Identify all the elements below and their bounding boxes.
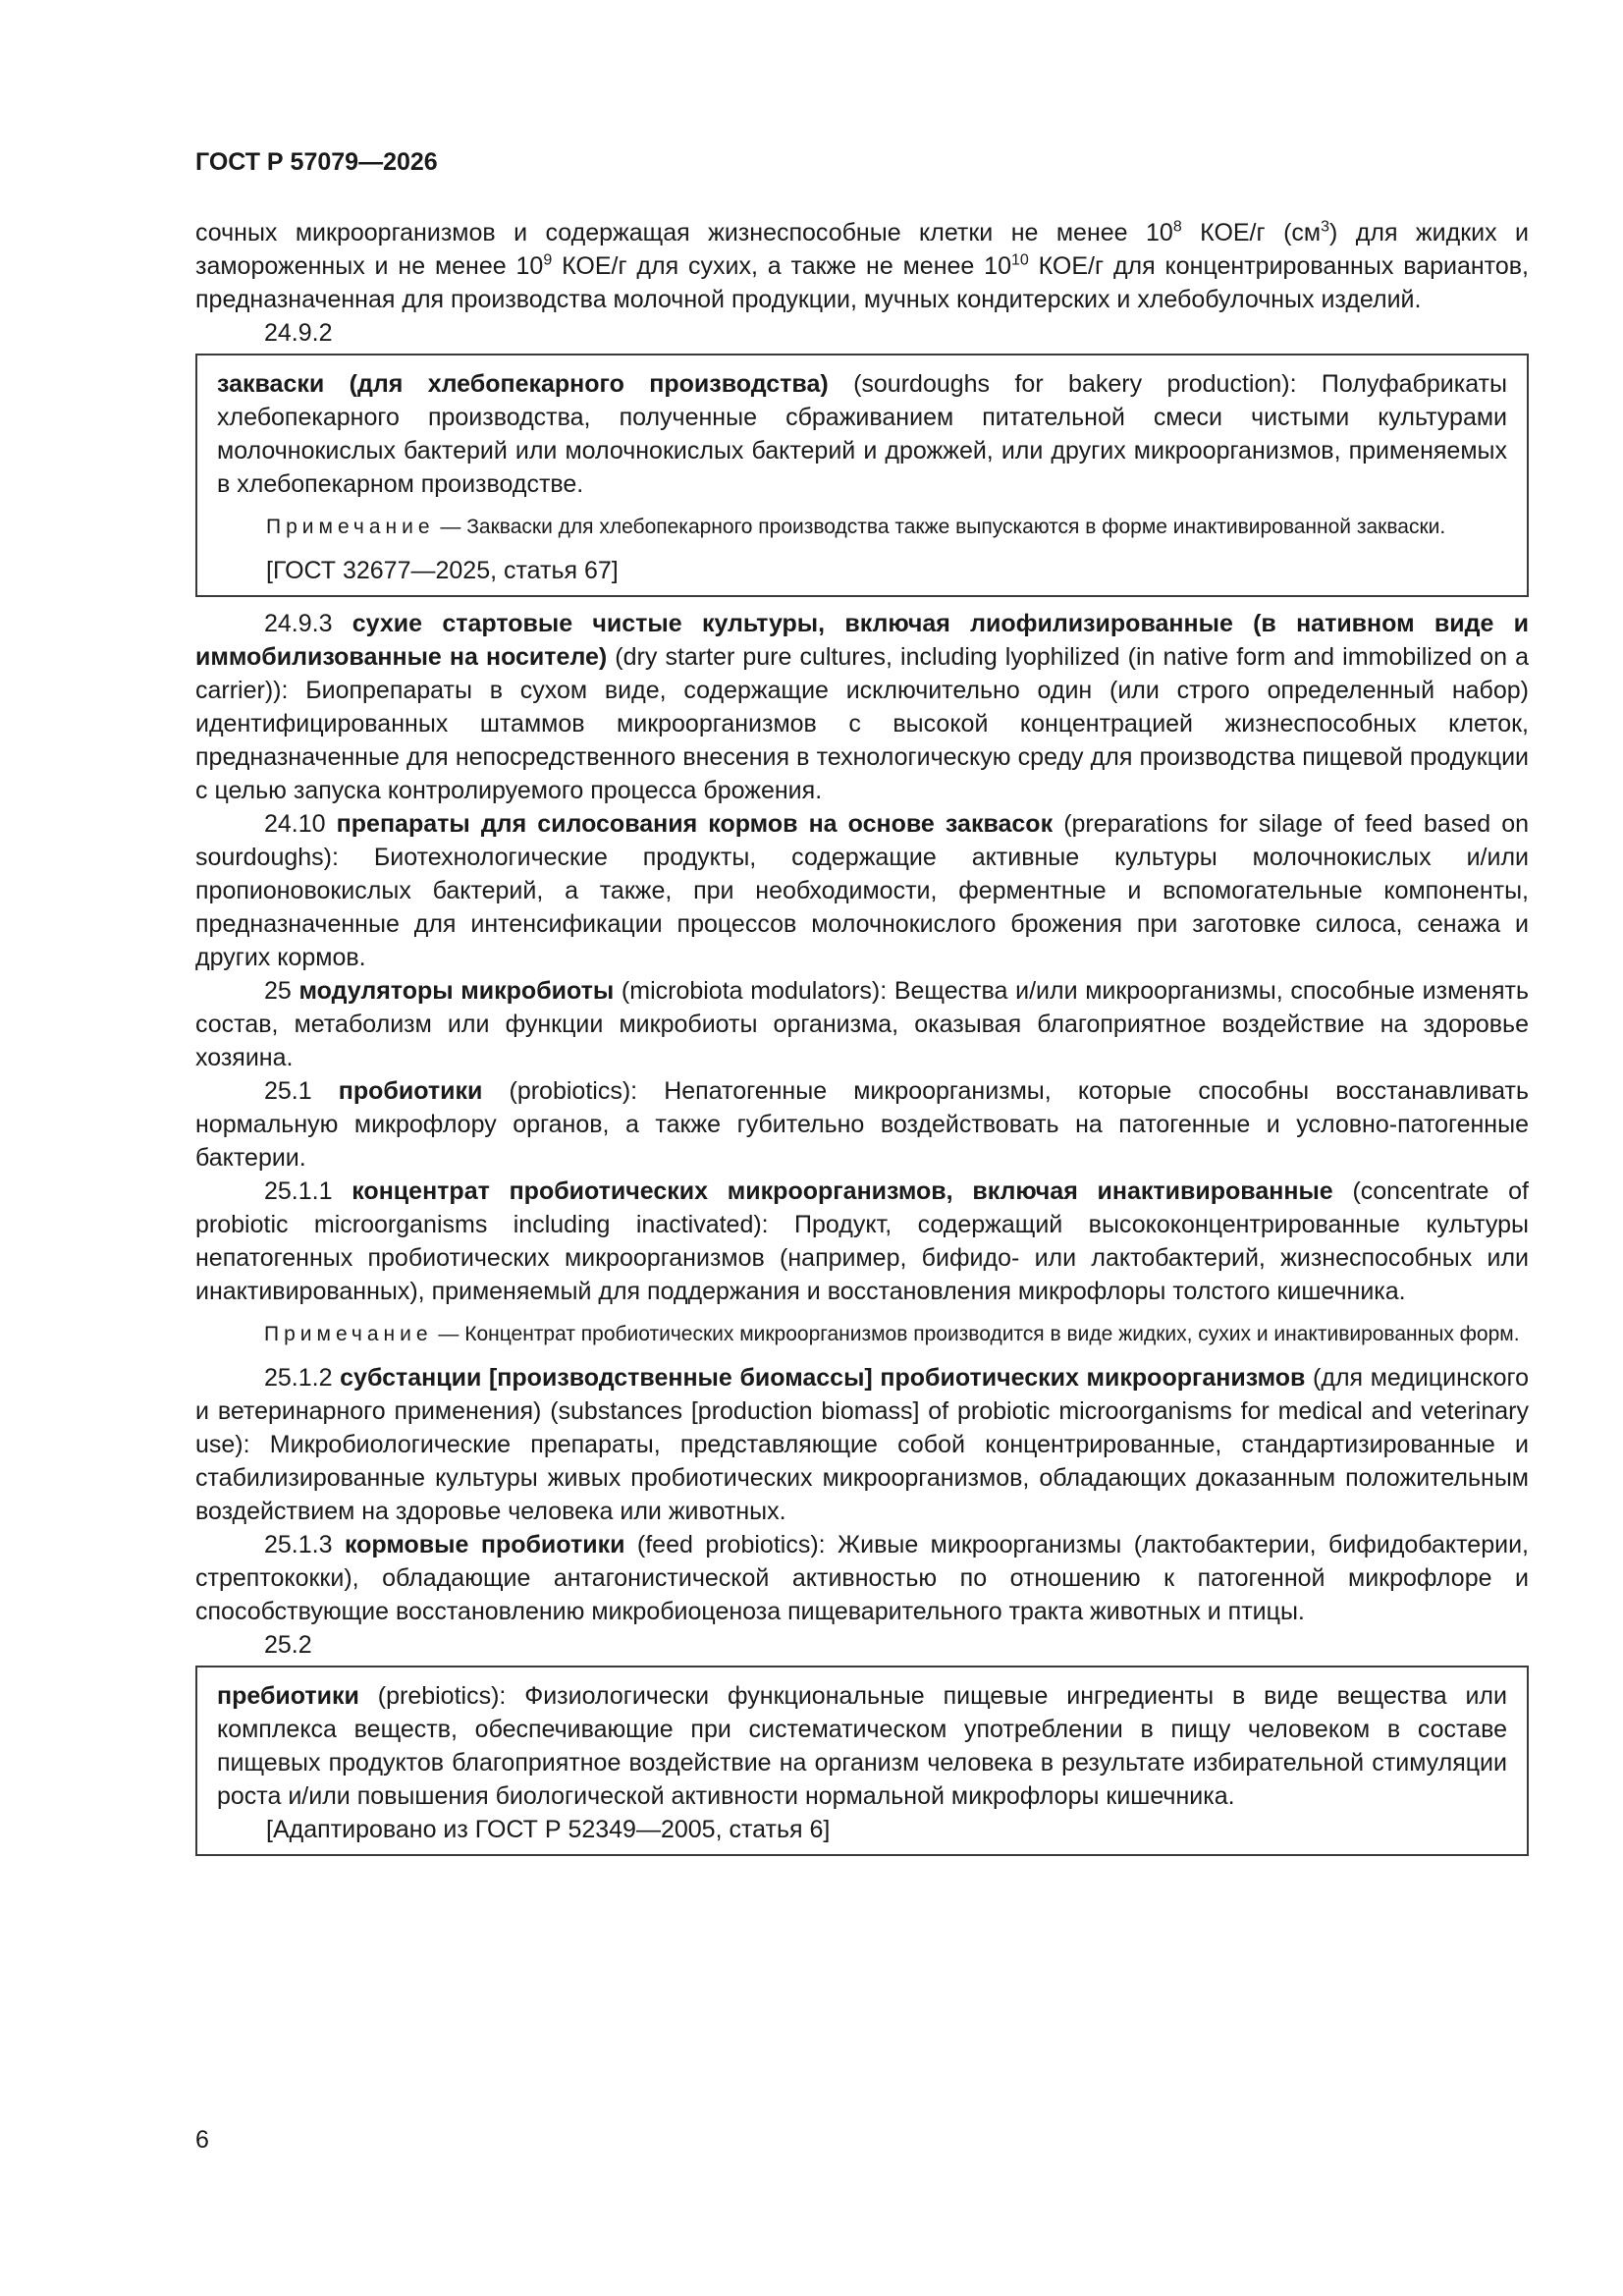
paragraph-intro: сочных микроорганизмов и содержащая жизнеспособные клетки не менее $10^8$ КОЕ/г $(см^3)$ для жидких и замороженных и не менее $10^9$ КОЕ/г для сухих, а также не менее $10^{10}$ КОЕ/г для концентрированных вариантов, предназначенная для производства молочной продукции, мучных кондитерских и хлебобулочных изделий. bbox=[195, 218, 1530, 313]
clause-24-10: 24.10 препараты для силосования кормов на основе заквасок (preparations for silage of feed based on sourdoughs): Биотехнологические продукты, содержащие активные культуры молочнокислых и/или пропионовокислых бактерий, а также, при необходимости, ферментные и вспомогательные компоненты, предназначенные для интенсификации процессов молочнокислого брожения при заготовке силоса, сенажа и других кормов. bbox=[195, 810, 1529, 971]
clause-25-1-3: 25.1.3 кормовые пробиотики (feed probiotics): Живые микроорганизмы (лактобактерии, бифидобактерии, стрептококки), обладающие антагонистической активностью по отношению к патогенной микрофлоре и способствующие восстановлению микробиоценоза пищеварительного тракта животных и птицы. bbox=[195, 1531, 1529, 1625]
term-source-reference: [Адаптировано из ГОСТ Р 52349—2005, статья 6] bbox=[266, 1816, 831, 1843]
clause-number-25-2: 25.2 bbox=[264, 1631, 312, 1659]
term-box-24-9-2 bbox=[195, 354, 1529, 597]
clause-25: 25 модуляторы микробиоты (microbiota modulators): Вещества и/или микроорганизмы, способные изменять состав, метаболизм или функции микробиоты организма, оказывая благоприятное воздействие на здоровье хозяина. bbox=[195, 977, 1530, 1071]
term-definition: закваски (для хлебопекарного производства) (sourdoughs for bakery production): Полуфабрикаты хлебопекарного производства, полученные сбраживанием питательной смеси чистыми культурами молочнокислых бактерий или молочнокислых бактерий и дрожжей, или других микроорганизмов, применяемых в хлебопекарном производстве. bbox=[217, 370, 1507, 498]
clause-25-1-2: 25.1.2 субстанции [производственные биомассы] пробиотических микроорганизмов (для медицинского и ветеринарного применения) (substances [production biomass] of probiotic microorganisms for medical and veterinary use): Микробиологические препараты, представляющие собой концентрированные, стандартизированные и стабилизированные культуры живых пробиотических микроорганизмов, обладающих доказанным положительным воздействием на здоровье человека или животных. bbox=[195, 1364, 1529, 1525]
clause-25-1-1: 25.1.1 концентрат пробиотических микроорганизмов, включая инактивированные (concentrate of probiotic microorganisms including inactivated): Продукт, содержащий высококонцентрированные культуры непатогенных пробиотических микроорганизмов (например, бифидо- или лактобактерий, жизнеспособных или инактивированных), применяемый для поддержания и восстановления микрофлоры толстого кишечника. bbox=[195, 1177, 1530, 1305]
term-source-reference: [ГОСТ 32677—2025, статья 67] bbox=[266, 557, 619, 584]
clause-number-24-9-2: 24.9.2 bbox=[264, 319, 333, 347]
term-note: Примечание — Закваски для хлебопекарного производства также выпускаются в форме инактивированной закваски. bbox=[266, 516, 1446, 538]
clause-25-1-1-note: Примечание — Концентрат пробиотических микроорганизмов производится в виде жидких, сухих и инактивированных форм. bbox=[264, 1323, 1520, 1345]
document-header: ГОСТ Р 57079—2026 bbox=[195, 148, 438, 176]
term-definition: пребиотики (prebiotics): Физиологически функциональные пищевые ингредиенты в виде вещества или комплекса веществ, обеспечивающие при систематическом употреблении в пищу человеком в составе пищевых продуктов благоприятное воздействие на организм человека в результате избирательной стимуляции роста и/или повышения биологической активности нормальной микрофлоры кишечника. bbox=[217, 1682, 1507, 1810]
term-box-25-2 bbox=[195, 1666, 1529, 1856]
page-number: 6 bbox=[195, 2126, 209, 2154]
clause-24-9-3: 24.9.3 сухие стартовые чистые культуры, включая лиофилизированные (в нативном виде и иммобилизованные на носителе) (dry starter pure cultures, including lyophilized (in native form and immobilized on a carrier)): Биопрепараты в сухом виде, содержащие исключительно один (или строго определенный набор) идентифицированных штаммов микроорганизмов с высокой концентрацией жизнеспособных клеток, предназначенные для непосредственного внесения в технологическую среду для производства пищевой продукции с целью запуска контролируемого процесса брожения. bbox=[195, 610, 1529, 804]
document-page bbox=[195, 147, 1529, 1856]
clause-25-1: 25.1 пробиотики (probiotics): Непатогенные микроорганизмы, которые способны восстанавливать нормальную микрофлору органов, а также губительно воздействовать на патогенные и условно-патогенные бактерии. bbox=[195, 1077, 1529, 1172]
